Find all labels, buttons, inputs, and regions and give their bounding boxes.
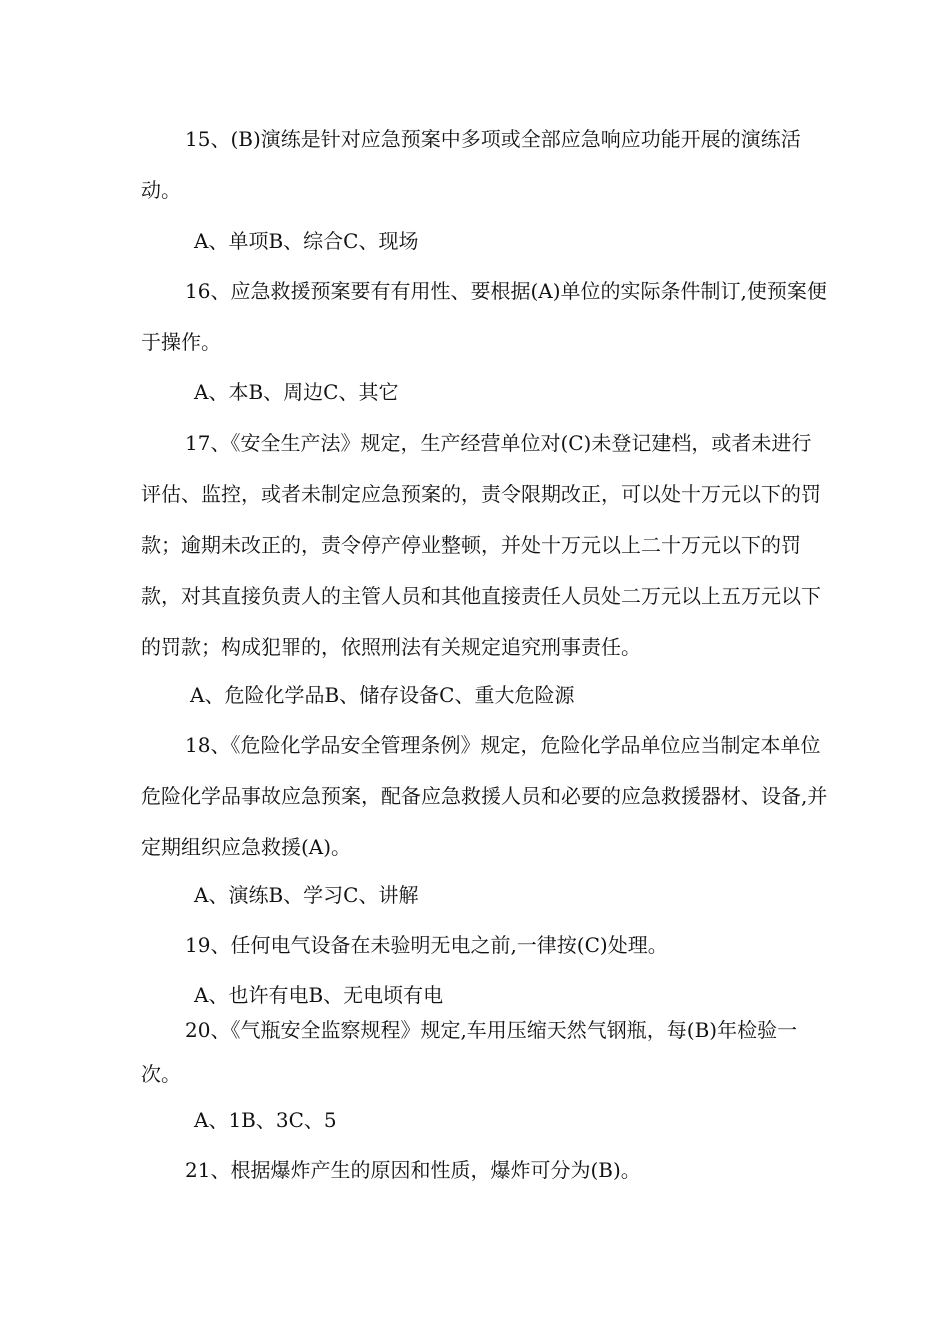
question-19: 19、任何电气设备在未验明无电之前,一律按(C)处理。 bbox=[185, 933, 668, 957]
options-17: A、危险化学品B、储存设备C、重大危险源 bbox=[190, 683, 575, 707]
question-20: 20、《气瓶安全监察规程》规定,车用压缩天然气钢瓶，每(B)年检验一次。 bbox=[141, 1018, 798, 1086]
question-21: 21、根据爆炸产生的原因和性质，爆炸可分为(B)。 bbox=[185, 1158, 641, 1182]
options-18: A、演练B、学习C、讲解 bbox=[194, 883, 419, 907]
question-15: 15、(B)演练是针对应急预案中多项或全部应急响应功能开展的演练活动。 bbox=[141, 127, 801, 202]
options-19: A、也许有电B、无电顷有电 bbox=[194, 983, 444, 1007]
options-16: A、本B、周边C、其它 bbox=[194, 380, 399, 404]
question-16: 16、应急救援预案要有有用性、要根据(A)单位的实际条件制订,使预案便于操作。 bbox=[141, 279, 827, 354]
options-15: A、单项B、综合C、现场 bbox=[194, 229, 419, 253]
question-17: 17、《安全生产法》规定，生产经营单位对(C)未登记建档，或者未进行评估、监控，或者未制定应急预案的，责令限期改正，可以处十万元以下的罚款；逾期未改正的，责令停产停业整顿，并处十万元以上二十万元以下的罚款，对其直接负责人的主管人员和其他直接责任人员处二万元以上五万元以下的罚款；构成犯罪的，依照刑法有关规定追究刑事责任。 bbox=[141, 431, 821, 659]
options-20: A、1B、3C、5 bbox=[194, 1108, 337, 1132]
question-18: 18、《危险化学品安全管理条例》规定，危险化学品单位应当制定本单位危险化学品事故应急预案，配备应急救援人员和必要的应急救援器材、设备,并定期组织应急救援(A)。 bbox=[141, 733, 828, 859]
